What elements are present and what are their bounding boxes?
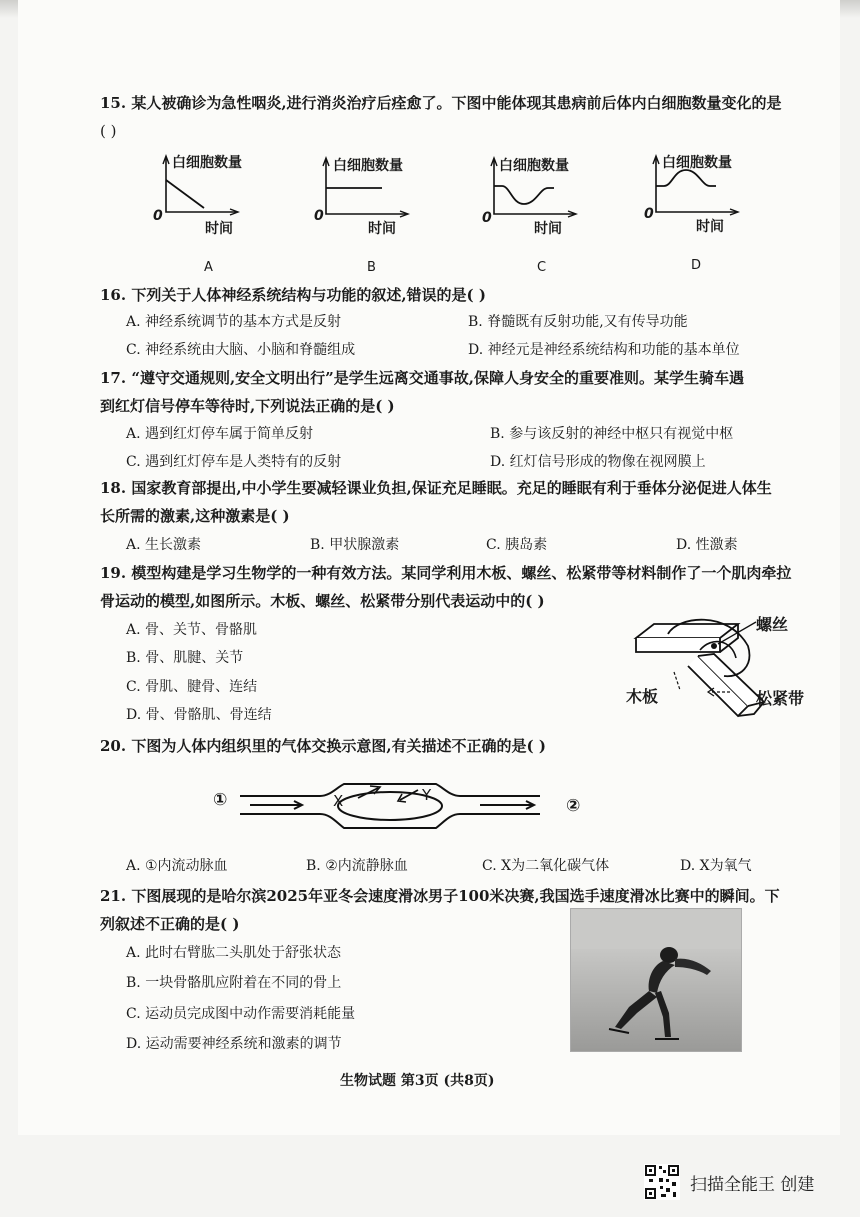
graph-c-origin: 0 <box>482 210 492 226</box>
q17-option-d: D. 红灯信号形成的物像在视网膜上 <box>490 454 706 470</box>
graph-d-xlabel: 时间 <box>696 219 724 235</box>
graph-b-axes <box>320 152 410 222</box>
graph-d-curve <box>656 170 716 186</box>
graph-c-option: C <box>537 260 547 275</box>
graph-c-xlabel: 时间 <box>534 221 562 237</box>
q15-stem: 15. 某人被确诊为急性咽炎,进行消炎治疗后痊愈了。下图中能体现其患病前后体内白细胞数量变化的是 <box>100 94 782 112</box>
q17-stem-line2: 到红灯信号停车等待时,下列说法正确的是( ) <box>100 397 395 415</box>
graph-d-ylabel: 白细胞数量 <box>662 155 732 171</box>
q21-stem-line1: 21. 下图展现的是哈尔滨2025年亚冬会速度滑冰男子100米决赛,我国选手速度滑冰比赛中的瞬间。下 <box>100 887 780 905</box>
q21-option-b: B. 一块骨骼肌应附着在不同的骨上 <box>126 975 342 991</box>
page-footer: 生物试题 第3页 (共8页) <box>340 1073 495 1089</box>
q19-option-d: D. 骨、骨骼肌、骨连结 <box>126 707 272 723</box>
q18-option-d: D. 性激素 <box>676 537 738 553</box>
q19-option-a: A. 骨、关节、骨骼肌 <box>126 622 258 638</box>
q21-option-c: C. 运动员完成图中动作需要消耗能量 <box>126 1006 356 1022</box>
label-screw: 螺丝 <box>756 615 789 634</box>
q17-option-a: A. 遇到红灯停车属于简单反射 <box>126 426 314 442</box>
graph-c-ylabel: 白细胞数量 <box>499 158 569 174</box>
graph-c-axes <box>488 152 578 222</box>
q16-option-c: C. 神经系统由大脑、小脑和脊髓组成 <box>126 342 356 358</box>
graph-b-xlabel: 时间 <box>368 221 396 237</box>
q17-stem-line1: 17. “遵守交通规则,安全文明出行”是学生远离交通事故,保障人身安全的重要准则。某学生骑车遇 <box>100 369 745 387</box>
graph-b-origin: 0 <box>314 208 324 224</box>
graph-a-option: A <box>204 260 213 275</box>
q16-option-a: A. 神经系统调节的基本方式是反射 <box>126 314 342 330</box>
label-band: 松紧带 <box>756 689 805 708</box>
q16-option-b: B. 脊髓既有反射功能,又有传导功能 <box>468 314 688 330</box>
graph-d-option: D <box>691 258 702 273</box>
graph-b-ylabel: 白细胞数量 <box>333 158 403 174</box>
label-board: 木板 <box>626 687 659 706</box>
graph-d-origin: 0 <box>644 206 654 222</box>
mark-2: ② <box>566 796 581 816</box>
q20-option-d: D. X为氧气 <box>680 858 752 874</box>
q20-option-c: C. X为二氧化碳气体 <box>482 858 610 874</box>
graph-a-xlabel: 时间 <box>205 221 233 237</box>
q17-option-c: C. 遇到红灯停车是人类特有的反射 <box>126 454 342 470</box>
label-x: X <box>333 792 344 810</box>
q19-stem-line1: 19. 模型构建是学习生物学的一种有效方法。某同学利用木板、螺丝、松紧带等材料制作了一个肌肉牵拉 <box>100 564 792 582</box>
q17-option-b: B. 参与该反射的神经中枢只有视觉中枢 <box>490 426 734 442</box>
q18-option-c: C. 胰岛素 <box>486 537 548 553</box>
graph-a-origin: 0 <box>153 208 163 224</box>
q20-stem: 20. 下图为人体内组织里的气体交换示意图,有关描述不正确的是( ) <box>100 737 546 755</box>
scanner-badge-label: 扫描全能王 创建 <box>690 1174 815 1195</box>
mark-1: ① <box>213 790 228 810</box>
q20-option-b: B. ②内流静脉血 <box>306 858 408 874</box>
scanner-badge <box>644 1163 814 1201</box>
q18-stem-line1: 18. 国家教育部提出,中小学生要减轻课业负担,保证充足睡眠。充足的睡眠有利于垂体分泌促进人体生 <box>100 479 772 497</box>
graph-b-option: B <box>367 260 376 275</box>
q19-option-c: C. 骨肌、腱骨、连结 <box>126 679 258 695</box>
graph-a-ylabel: 白细胞数量 <box>172 155 242 171</box>
graph-c-curve <box>494 186 554 204</box>
graph-a-axes <box>160 150 240 220</box>
q18-stem-line2: 长所需的激素,这种激素是( ) <box>100 507 290 525</box>
q15-paren: ( ) <box>100 122 117 140</box>
graph-d-axes <box>650 150 740 220</box>
speed-skater-photo <box>570 908 742 1052</box>
q21-stem-line2: 列叙述不正确的是( ) <box>100 915 240 933</box>
q19-stem-line2: 骨运动的模型,如图所示。木板、螺丝、松紧带分别代表运动中的( ) <box>100 592 545 610</box>
q21-option-d: D. 运动需要神经系统和激素的调节 <box>126 1036 342 1052</box>
label-y: Y <box>422 786 432 804</box>
qr-code-icon <box>644 1164 680 1200</box>
q18-option-a: A. 生长激素 <box>126 537 202 553</box>
q19-option-b: B. 骨、肌腱、关节 <box>126 650 244 666</box>
q20-option-a: A. ①内流动脉血 <box>126 858 228 874</box>
q21-option-a: A. 此时右臂肱二头肌处于舒张状态 <box>126 945 342 961</box>
q16-stem: 16. 下列关于人体神经系统结构与功能的叙述,错误的是( ) <box>100 286 486 304</box>
q18-option-b: B. 甲状腺激素 <box>310 537 400 553</box>
q16-option-d: D. 神经元是神经系统结构和功能的基本单位 <box>468 342 740 358</box>
graph-a-curve <box>166 180 204 208</box>
